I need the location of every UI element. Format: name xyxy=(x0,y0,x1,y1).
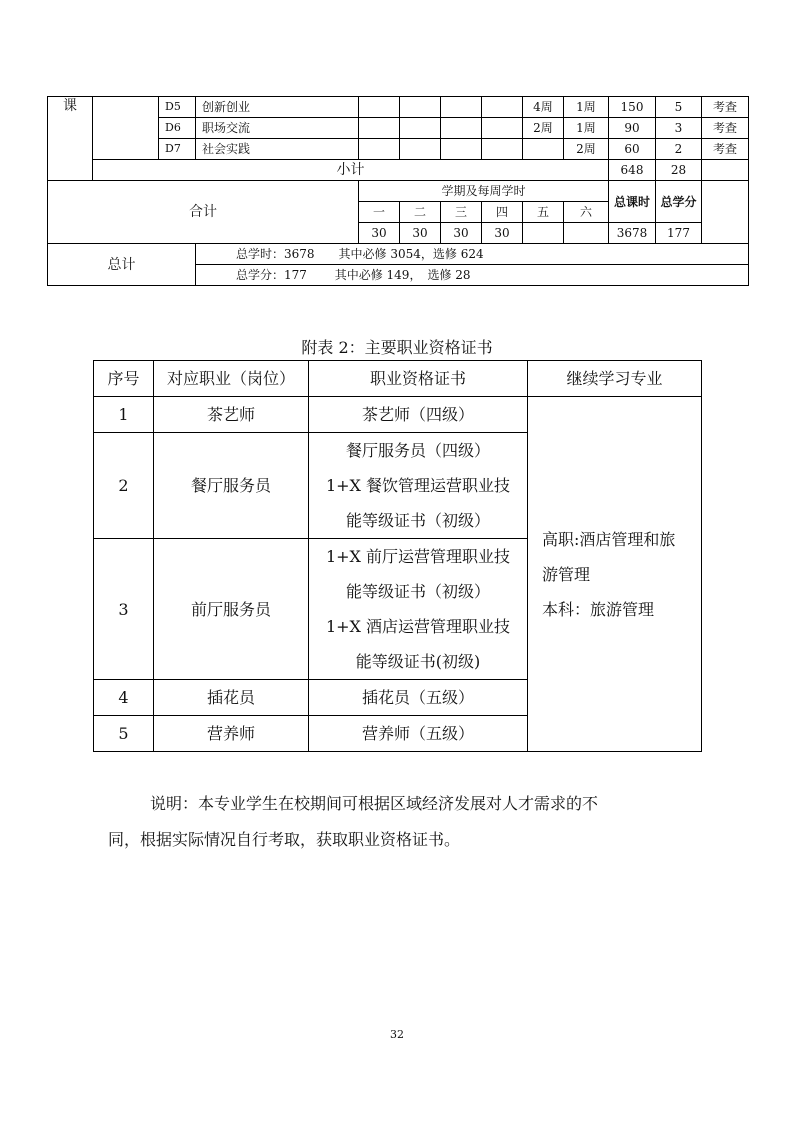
grand-total-row xyxy=(48,244,749,265)
job-title: 插花员 xyxy=(154,680,309,716)
certificate-line: 餐厅服务员（四级） xyxy=(345,441,490,460)
grand-hours-summary: 总学时：3678 其中必修 3054，选修 624 xyxy=(196,244,749,265)
total-credits-header: 总学分 xyxy=(656,181,702,223)
semester-label: 四 xyxy=(482,202,523,223)
weekly-hours: 30 xyxy=(441,223,482,244)
certificate-cell xyxy=(309,397,528,433)
row-number: 1 xyxy=(94,397,154,433)
course-code: D7 xyxy=(159,139,196,160)
credits-cell: 3 xyxy=(656,118,702,139)
column-header: 继续学习专业 xyxy=(528,361,702,397)
continue-line: 高职:酒店管理和旅 xyxy=(542,529,676,549)
table-header-row xyxy=(94,361,702,397)
semester-6-cell: 2周 xyxy=(564,139,609,160)
course-name: 社会实践 xyxy=(196,139,359,160)
column-header: 职业资格证书 xyxy=(309,361,528,397)
table-caption: 附表 2：主要职业资格证书 xyxy=(301,338,493,357)
total-credits: 177 xyxy=(656,223,702,244)
certificate-cell xyxy=(309,680,528,716)
assessment-cell: 考查 xyxy=(702,139,749,160)
empty-cell xyxy=(93,97,159,160)
semester-header: 学期及每周学时 xyxy=(359,181,609,202)
continue-study-cell xyxy=(528,397,702,752)
semester-6-cell: 1周 xyxy=(564,97,609,118)
job-title: 茶艺师 xyxy=(154,397,309,433)
assessment-cell: 考查 xyxy=(702,118,749,139)
grand-total-label: 总计 xyxy=(48,244,196,286)
table-row xyxy=(48,97,749,118)
certificate-cell xyxy=(309,433,528,539)
job-title: 营养师 xyxy=(154,716,309,752)
subtotal-credits: 28 xyxy=(656,160,702,181)
certificate-line: 营养师（五级） xyxy=(361,724,474,743)
course-hours-table xyxy=(47,96,749,286)
certificate-line: 茶艺师（四级） xyxy=(361,405,474,424)
row-number: 3 xyxy=(94,539,154,680)
total-hours-header: 总课时 xyxy=(609,181,656,223)
subtotal-row xyxy=(48,160,749,181)
column-header: 序号 xyxy=(94,361,154,397)
subtotal-label: 小计 xyxy=(93,160,609,181)
subtotal-hours: 648 xyxy=(609,160,656,181)
certificate-line: 能等级证书(初级) xyxy=(355,652,481,671)
assessment-cell: 考查 xyxy=(702,97,749,118)
certificate-line: 能等级证书（初级） xyxy=(345,511,490,530)
page-number: 32 xyxy=(390,1028,404,1041)
certificates-table xyxy=(93,360,702,752)
total-label: 合计 xyxy=(48,181,359,244)
semester-label: 五 xyxy=(523,202,564,223)
certificate-line: 1+X 前厅运营管理职业技 xyxy=(325,547,511,566)
note-line: 说明：本专业学生在校期间可根据区域经济发展对人才需求的不 xyxy=(150,794,599,813)
certificate-line: 能等级证书（初级） xyxy=(345,582,490,601)
semester-label: 一 xyxy=(359,202,400,223)
semester-5-cell: 2周 xyxy=(523,118,564,139)
continue-line: 本科：旅游管理 xyxy=(542,599,655,619)
course-name: 创新创业 xyxy=(196,97,359,118)
weekly-hours xyxy=(523,223,564,244)
category-cell: 课 xyxy=(48,97,93,181)
table-row xyxy=(94,397,702,433)
note-line: 同，根据实际情况自行考取，获取职业资格证书。 xyxy=(108,830,461,849)
row-number: 4 xyxy=(94,680,154,716)
weekly-hours: 30 xyxy=(482,223,523,244)
course-code: D5 xyxy=(159,97,196,118)
certificate-cell xyxy=(309,539,528,680)
semester-label: 六 xyxy=(564,202,609,223)
hours-cell: 60 xyxy=(609,139,656,160)
row-number: 5 xyxy=(94,716,154,752)
certificate-line: 1+X 酒店运营管理职业技 xyxy=(325,617,511,636)
total-header-row xyxy=(48,181,749,202)
semester-5-cell xyxy=(523,139,564,160)
certificate-line: 1+X 餐饮管理运营职业技 xyxy=(325,476,511,495)
column-header: 对应职业（岗位） xyxy=(154,361,309,397)
job-title: 前厅服务员 xyxy=(154,539,309,680)
semester-5-cell: 4周 xyxy=(523,97,564,118)
hours-cell: 150 xyxy=(609,97,656,118)
total-hours: 3678 xyxy=(609,223,656,244)
row-number: 2 xyxy=(94,433,154,539)
course-code: D6 xyxy=(159,118,196,139)
course-name: 职场交流 xyxy=(196,118,359,139)
certificate-line: 插花员（五级） xyxy=(361,688,474,707)
credits-cell: 5 xyxy=(656,97,702,118)
semester-label: 三 xyxy=(441,202,482,223)
explanatory-note xyxy=(108,786,708,858)
grand-credits-summary: 总学分：177 其中必修 149， 选修 28 xyxy=(196,265,749,286)
hours-cell: 90 xyxy=(609,118,656,139)
semester-label: 二 xyxy=(400,202,441,223)
credits-cell: 2 xyxy=(656,139,702,160)
semester-6-cell: 1周 xyxy=(564,118,609,139)
certificate-cell xyxy=(309,716,528,752)
weekly-hours xyxy=(564,223,609,244)
weekly-hours: 30 xyxy=(359,223,400,244)
weekly-hours: 30 xyxy=(400,223,441,244)
job-title: 餐厅服务员 xyxy=(154,433,309,539)
continue-line: 游管理 xyxy=(542,564,591,584)
